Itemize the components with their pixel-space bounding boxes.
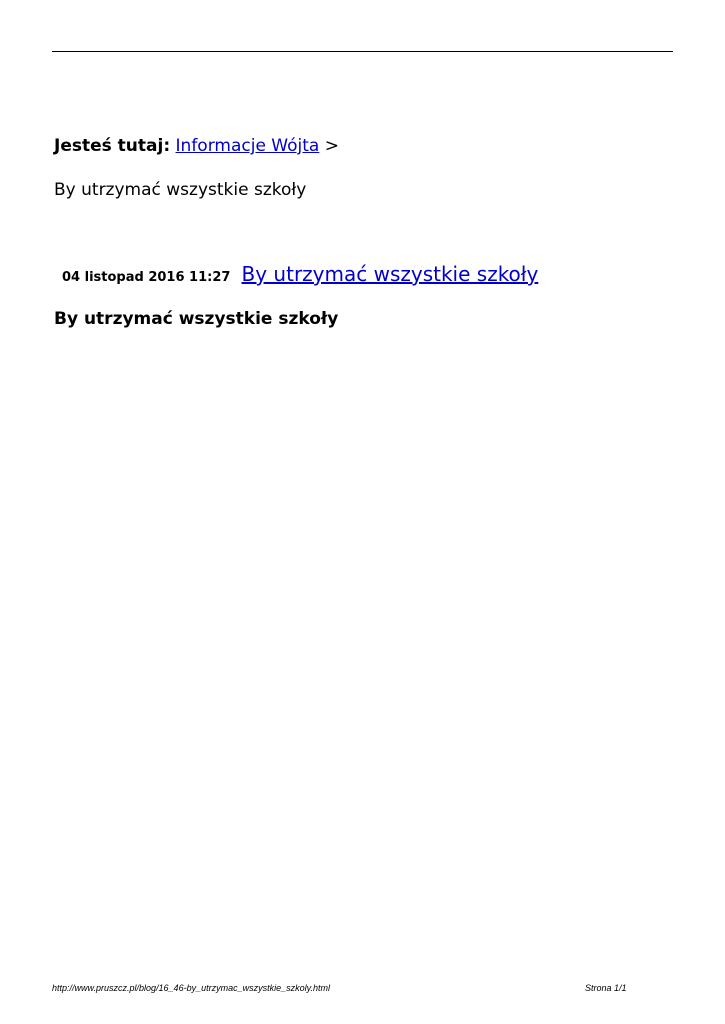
post-title-link[interactable]: By utrzymać wszystkie szkoły xyxy=(241,262,539,286)
footer-page-number: Strona 1/1 xyxy=(585,983,627,993)
breadcrumb-separator: > xyxy=(324,136,339,156)
post-meta xyxy=(62,262,538,286)
post-date: 04 listopad 2016 11:27 xyxy=(62,270,231,285)
current-page-title: By utrzymać wszystkie szkoły xyxy=(54,180,307,200)
breadcrumb xyxy=(54,134,339,158)
breadcrumb-link-informacje-wojta[interactable]: Informacje Wójta xyxy=(175,136,320,156)
footer-url: http://www.pruszcz.pl/blog/16_46-by_utrzymac_wszystkie_szkoly.html xyxy=(52,983,330,993)
post-heading: By utrzymać wszystkie szkoły xyxy=(54,309,339,329)
top-divider xyxy=(52,51,673,52)
breadcrumb-lead: Jesteś tutaj: xyxy=(54,136,171,156)
